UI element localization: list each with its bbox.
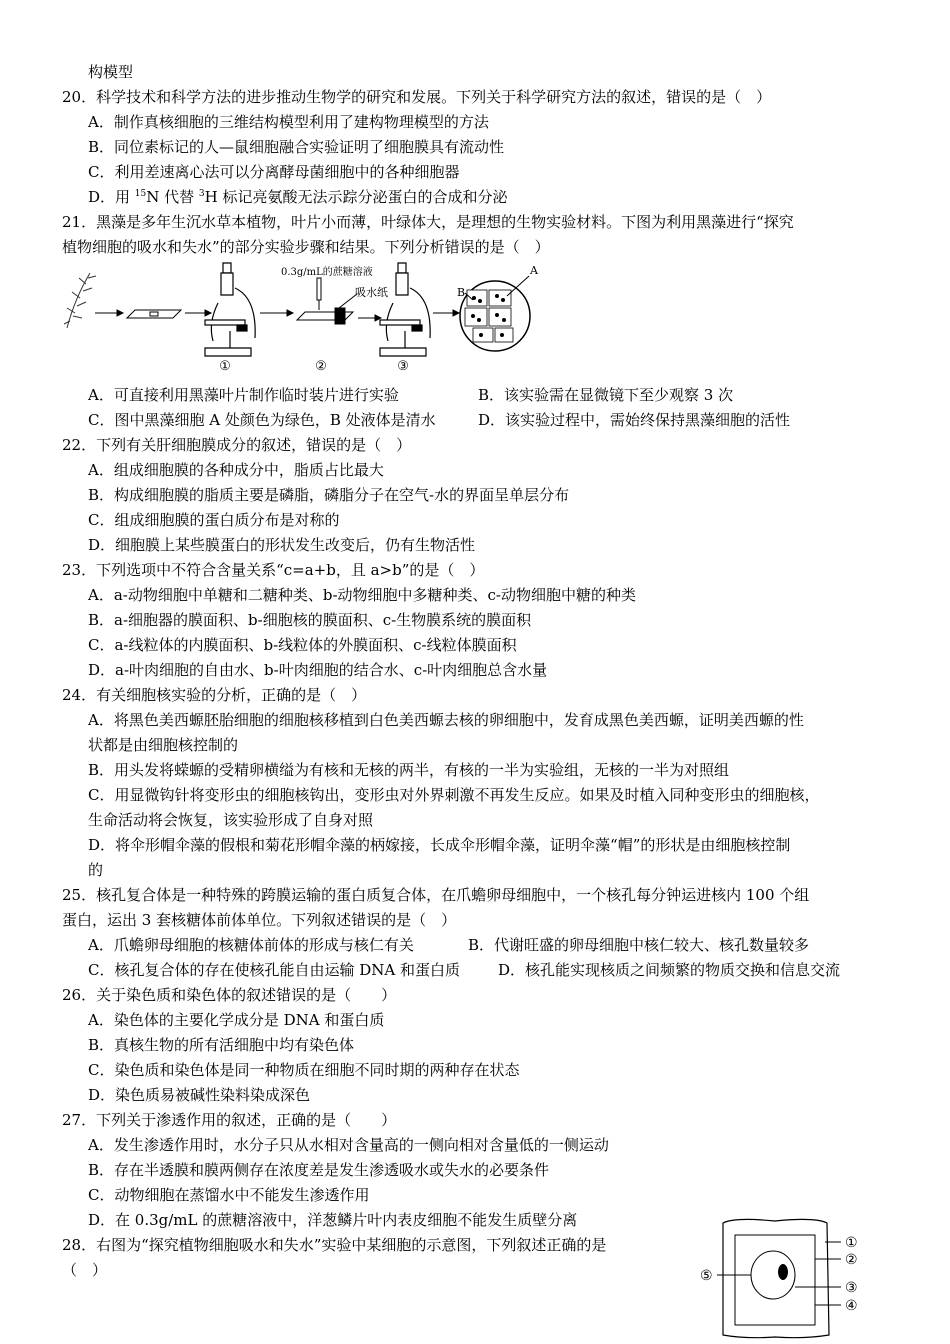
question-27-stem: 27．下列关于渗透作用的叙述，正确的是（ ）: [62, 1111, 397, 1129]
question-26-stem: 26．关于染色质和染色体的叙述错误的是（ ）: [62, 986, 397, 1004]
q26-option-b: B．真核生物的所有活细胞中均有染色体: [88, 1036, 355, 1054]
q23-option-d: D．a-叶肉细胞的自由水、b-叶肉细胞的结合水、c-叶肉细胞总含水量: [88, 661, 548, 679]
q24-option-d-line-2: 的: [88, 861, 104, 879]
q22-option-c: C．组成细胞膜的蛋白质分布是对称的: [88, 511, 340, 529]
label-2: ②: [845, 1252, 858, 1268]
question-28-stem-2: （ ）: [62, 1261, 108, 1279]
q25-option-d: D．核孔能实现核质之间频繁的物质交换和信息交流: [498, 961, 841, 979]
question-21-stem-2: 植物细胞的吸水和失水”的部分实验步骤和结果。下列分析错误的是（ ）: [62, 238, 550, 256]
plant-icon: [64, 273, 96, 328]
q23-option-c: C．a-线粒体的内膜面积、b-线粒体的外膜面积、c-线粒体膜面积: [88, 636, 517, 654]
q24-option-a-line-2: 状都是由细胞核控制的: [88, 736, 239, 754]
slide-with-paper-icon: [297, 308, 353, 324]
slide-icon: [127, 310, 181, 318]
arrow-icon: [433, 310, 459, 316]
q26-option-d: D．染色质易被碱性染料染成深色: [88, 1086, 311, 1104]
label-a: A: [530, 264, 538, 277]
arrow-icon: [95, 310, 123, 316]
q23-option-b: B．a-细胞器的膜面积、b-细胞核的膜面积、c-生物膜系统的膜面积: [88, 611, 532, 629]
q24-option-a-line-1: A．将黑色美西螈胚胎细胞的细胞核移植到白色美西螈去核的卵细胞中，发育成黑色美西螈，证明美西螈的性: [88, 711, 804, 729]
q22-option-d: D．细胞膜上某些膜蛋白的形状发生改变后，仍有生物活性: [88, 536, 476, 554]
q22-option-a: A．组成细胞膜的各种成分中，脂质占比最大: [88, 461, 384, 479]
q20-option-c: C．利用差速离心法可以分离酵母菌细胞中的各种细胞器: [88, 163, 460, 181]
cell-view-icon: [460, 281, 530, 351]
q21-option-c: C．图中黑藻细胞 A 处颜色为绿色，B 处液体是清水: [88, 411, 436, 429]
label-1: ①: [845, 1235, 858, 1251]
step-2-label: ②: [315, 359, 327, 374]
question-25-stem-1: 25．核孔复合体是一种特殊的跨膜运输的蛋白质复合体，在爪蟾卵母细胞中，一个核孔每分钟运进核内 100 个组: [62, 886, 810, 904]
cell-wall: [723, 1219, 829, 1337]
q20-option-b: B．同位素标记的人—鼠细胞融合实验证明了细胞膜具有流动性: [88, 138, 505, 156]
microscope-icon-2: [380, 263, 430, 356]
label-3: ③: [845, 1280, 858, 1296]
question-21-stem-1: 21．黑藻是多年生沉水草本植物，叶片小而薄，叶绿体大，是理想的生物实验材料。下图为利用黑藻进行“探究: [62, 213, 794, 231]
cell-membrane: [735, 1235, 815, 1325]
label-4: ④: [845, 1298, 858, 1314]
q24-option-b: B．用头发将蝾螈的受精卵横缢为有核和无核的两半，有核的一半为实验组，无核的一半为对照组: [88, 761, 730, 779]
q27-option-a: A．发生渗透作用时，水分子只从水相对含量高的一侧向相对含量低的一侧运动: [88, 1136, 609, 1154]
q27-option-c: C．动物细胞在蒸馏水中不能发生渗透作用: [88, 1186, 370, 1204]
absorbent-paper-label: 吸水纸: [355, 286, 388, 299]
continued-text: 构模型: [88, 63, 134, 81]
sucrose-solution-label: 0.3g/mL的蔗糖溶液: [281, 267, 373, 278]
q25-option-b: B．代谢旺盛的卵母细胞中核仁较大、核孔数量较多: [468, 936, 810, 954]
vacuole: [751, 1251, 795, 1299]
question-23-stem: 23．下列选项中不符合含量关系“c=a+b，且 a>b”的是（ ）: [62, 561, 485, 579]
step-1-label: ①: [219, 359, 231, 374]
q21-option-a: A．可直接利用黑藻叶片制作临时装片进行实验: [88, 386, 399, 404]
arrow-icon: [260, 310, 293, 316]
experiment-steps-figure: [55, 258, 555, 378]
q24-option-c-line-1: C．用显微钩针将变形虫的细胞核钩出，变形虫对外界刺激不再发生反应。如果及时植入同种变形虫的细胞核，: [88, 786, 820, 804]
q25-option-a: A．爪蟾卵母细胞的核糖体前体的形成与核仁有关: [88, 936, 414, 954]
question-24-stem: 24．有关细胞核实验的分析，正确的是（ ）: [62, 686, 367, 704]
q20-option-a: A．制作真核细胞的三维结构模型利用了建构物理模型的方法: [88, 113, 489, 131]
question-28-stem-1: 28．右图为“探究植物细胞吸水和失水”实验中某细胞的示意图，下列叙述正确的是: [62, 1236, 607, 1254]
label-5: ⑤: [700, 1268, 713, 1284]
dropper-icon: [317, 278, 321, 310]
q24-option-d-line-1: D．将伞形帽伞藻的假根和菊花形帽伞藻的柄嫁接，长成伞形帽伞藻，证明伞藻“帽”的形状是由细胞核控制: [88, 836, 791, 854]
q20-option-d: D．用 $^{15}$N 代替 $^3$H 标记亮氨酸无法示踪分泌蛋白的合成和分泌: [88, 188, 508, 206]
q23-option-a: A．a-动物细胞中单糖和二糖种类、b-动物细胞中多糖种类、c-动物细胞中糖的种类: [88, 586, 636, 604]
q21-option-b: B．该实验需在显微镜下至少观察 3 次: [478, 386, 734, 404]
q27-option-b: B．存在半透膜和膜两侧存在浓度差是发生渗透吸水或失水的必要条件: [88, 1161, 550, 1179]
label-b: B: [457, 286, 466, 299]
q26-option-a: A．染色体的主要化学成分是 DNA 和蛋白质: [88, 1011, 385, 1029]
step-3-label: ③: [397, 359, 409, 374]
microscope-icon-1: [205, 263, 255, 356]
arrow-icon: [358, 315, 381, 321]
question-20-stem: 20．科学技术和科学方法的进步推动生物学的研究和发展。下列关于科学研究方法的叙述，错误的是（ ）: [62, 88, 772, 106]
q21-option-d: D．该实验过程中，需始终保持黑藻细胞的活性: [478, 411, 791, 429]
q22-option-b: B．构成细胞膜的脂质主要是磷脂，磷脂分子在空气-水的界面呈单层分布: [88, 486, 570, 504]
q24-option-c-line-2: 生命活动将会恢复，该实验形成了自身对照: [88, 811, 374, 829]
plant-cell-figure: [695, 1215, 870, 1341]
q26-option-c: C．染色质和染色体是同一种物质在细胞不同时期的两种存在状态: [88, 1061, 520, 1079]
question-22-stem: 22．下列有关肝细胞膜成分的叙述，错误的是（ ）: [62, 436, 412, 454]
arrow-icon: [185, 310, 211, 316]
question-25-stem-2: 蛋白，运出 3 套核糖体前体单位。下列叙述错误的是（ ）: [62, 911, 457, 929]
q25-option-c: C．核孔复合体的存在使核孔能自由运输 DNA 和蛋白质: [88, 961, 460, 979]
nucleus: [778, 1264, 788, 1280]
q27-option-d: D．在 0.3g/mL 的蔗糖溶液中，洋葱鳞片叶内表皮细胞不能发生质壁分离: [88, 1211, 578, 1229]
